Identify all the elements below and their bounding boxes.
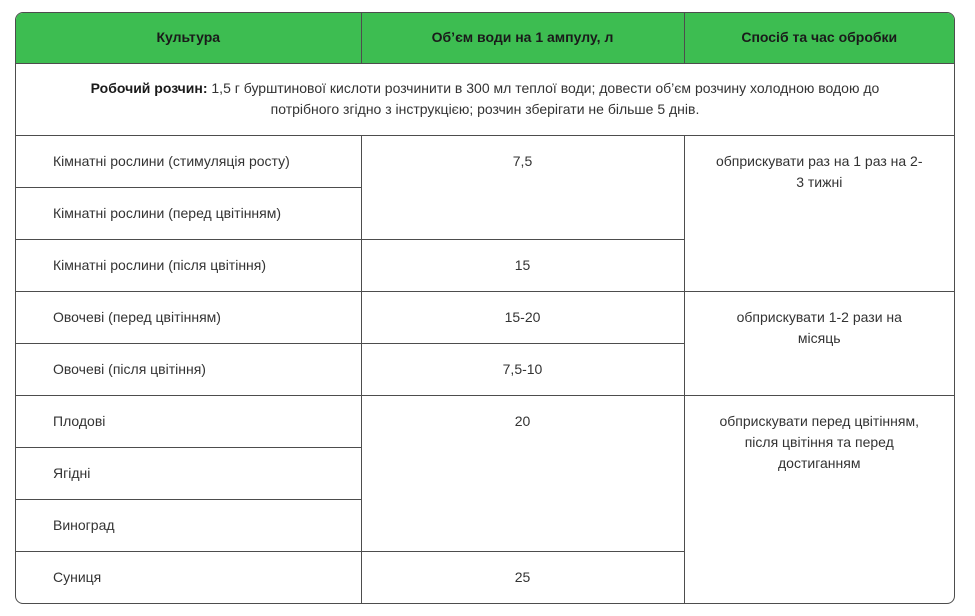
volume-cell: 7,5-10 [361, 343, 684, 395]
volume-cell: 7,5 [361, 135, 684, 239]
crop-cell: Ягідні [16, 447, 361, 499]
note-text: 1,5 г бурштинової кислоти розчинити в 300 мл теплої води; довести об’єм розчину холодною водою до потрібного згідно з інструкцією; розчин зберігати не більше 5 днів. [207, 80, 880, 117]
method-cell: обприскувати раз на 1 раз на 2-3 тижні [684, 135, 954, 291]
crop-cell: Суниця [16, 551, 361, 603]
crop-cell: Кімнатні рослини (стимуляція росту) [16, 135, 361, 187]
header-volume: Об’єм води на 1 ампулу, л [361, 13, 684, 63]
method-cell: обприскувати перед цвітінням, після цвітіння та перед достиганням [684, 395, 954, 603]
working-solution-note [16, 63, 954, 135]
volume-cell: 15-20 [361, 291, 684, 343]
crop-cell: Овочеві (перед цвітінням) [16, 291, 361, 343]
dosage-table [16, 13, 954, 603]
crop-cell: Кімнатні рослини (після цвітіння) [16, 239, 361, 291]
crop-cell: Кімнатні рослини (перед цвітінням) [16, 187, 361, 239]
table-row [16, 395, 954, 447]
volume-cell: 20 [361, 395, 684, 551]
volume-cell: 15 [361, 239, 684, 291]
crop-cell: Плодові [16, 395, 361, 447]
table-header-row [16, 13, 954, 63]
header-method: Спосіб та час обробки [684, 13, 954, 63]
note-row [16, 63, 954, 135]
crop-cell: Виноград [16, 499, 361, 551]
table-row [16, 135, 954, 187]
method-cell: обприскувати 1-2 рази на місяць [684, 291, 954, 395]
table-row [16, 291, 954, 343]
volume-cell: 25 [361, 551, 684, 603]
note-label: Робочий розчин: [90, 80, 208, 96]
header-culture: Культура [16, 13, 361, 63]
dosage-table-container [15, 12, 955, 604]
crop-cell: Овочеві (після цвітіння) [16, 343, 361, 395]
